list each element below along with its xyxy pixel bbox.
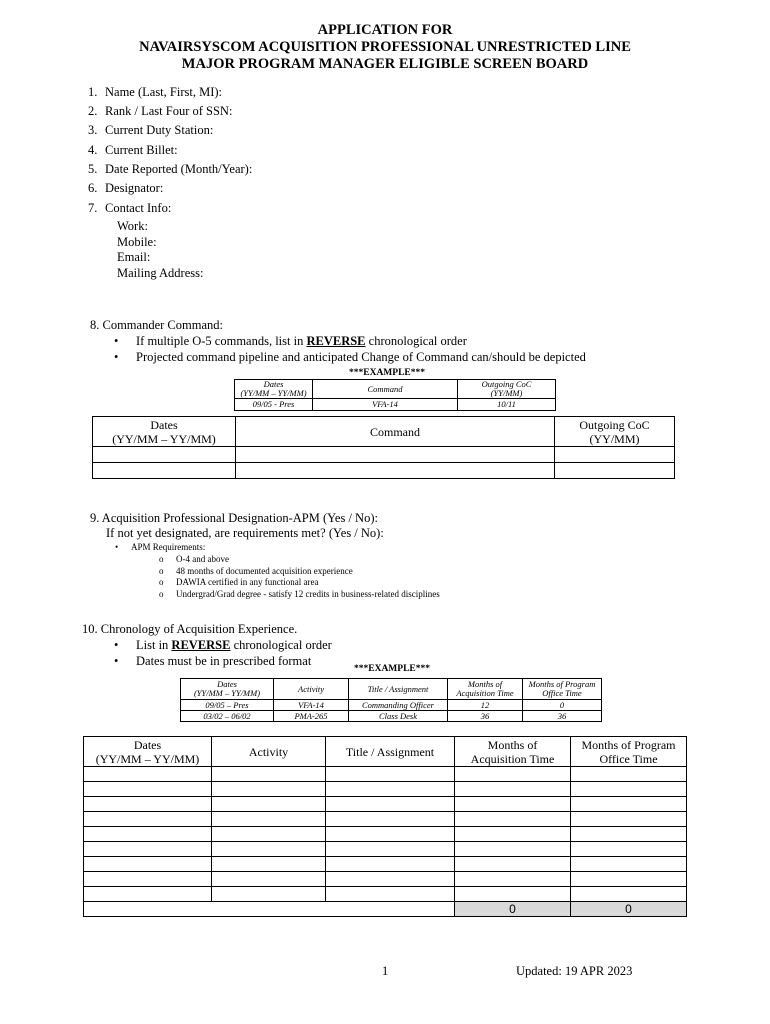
requirement-item: o O-4 and above xyxy=(159,554,229,564)
header-activity: Activity xyxy=(212,737,326,767)
requirement-item: o DAWIA certified in any functional area xyxy=(159,577,319,587)
updated-date: Updated: 19 APR 2023 xyxy=(516,964,633,978)
table-cell[interactable] xyxy=(326,842,455,857)
table-cell[interactable] xyxy=(93,463,236,479)
header-title-assignment: Title / Assignment xyxy=(326,737,455,767)
example-cell: Commanding Officer xyxy=(349,700,448,711)
bullet-icon: • xyxy=(114,334,119,348)
example-header-coc: Outgoing CoC (YY/MM) xyxy=(458,380,556,399)
section-8-bullet-1: • If multiple O-5 commands, list in REVERSE chronological order xyxy=(114,334,467,348)
example-cell: 09/05 – Pres xyxy=(181,700,274,711)
table-row xyxy=(84,887,687,902)
example-cell: VFA-14 xyxy=(313,399,458,411)
bullet-icon: • xyxy=(115,542,119,552)
page-number: 1 xyxy=(382,964,389,978)
section-10-bullet-2: • Dates must be in prescribed format xyxy=(114,654,312,668)
table-cell[interactable] xyxy=(326,887,455,902)
table-cell[interactable] xyxy=(326,872,455,887)
field-date-reported[interactable]: 5. Date Reported (Month/Year): xyxy=(88,162,253,176)
title-line-1: APPLICATION FOR xyxy=(317,22,453,38)
table-cell[interactable] xyxy=(236,447,555,463)
table-cell[interactable] xyxy=(326,767,455,782)
page-title xyxy=(0,22,770,73)
section-8-bullet-2: • Projected command pipeline and anticipated Change of Command can/should be depicted xyxy=(114,350,586,364)
circle-bullet-icon: o xyxy=(159,577,164,587)
example-cell: PMA-265 xyxy=(274,711,349,722)
example-cell: 0 xyxy=(523,700,602,711)
example-header-acq-time: Months of Acquisition Time xyxy=(448,679,523,700)
table-cell[interactable] xyxy=(212,887,326,902)
section-10-heading: 10. Chronology of Acquisition Experience. xyxy=(82,622,298,636)
table-cell[interactable] xyxy=(84,782,212,797)
table-cell[interactable] xyxy=(212,857,326,872)
requirement-item: o 48 months of documented acquisition experience xyxy=(159,566,353,576)
table-cell[interactable] xyxy=(555,463,675,479)
table-row xyxy=(84,857,687,872)
table-cell[interactable] xyxy=(455,767,571,782)
table-cell[interactable] xyxy=(84,767,212,782)
table-cell[interactable] xyxy=(212,797,326,812)
example-cell: 03/02 – 06/02 xyxy=(181,711,274,722)
contact-mobile[interactable]: Mobile: xyxy=(117,234,157,249)
field-current-billet[interactable]: 4. Current Billet: xyxy=(88,143,178,157)
table-cell[interactable] xyxy=(571,872,687,887)
field-designator[interactable]: 6. Designator: xyxy=(88,181,164,195)
section-8-heading: 8. Commander Command: xyxy=(90,318,223,332)
header-dates: Dates (YY/MM – YY/MM) xyxy=(84,737,212,767)
table-cell[interactable] xyxy=(455,842,571,857)
total-acquisition-time: 0 xyxy=(455,902,571,917)
table-row xyxy=(84,767,687,782)
table-cell[interactable] xyxy=(212,782,326,797)
table-cell[interactable] xyxy=(212,827,326,842)
table-cell[interactable] xyxy=(571,887,687,902)
example-header-title: Title / Assignment xyxy=(349,679,448,700)
example-cell: 36 xyxy=(448,711,523,722)
circle-bullet-icon: o xyxy=(159,589,164,599)
example-cell: VFA-14 xyxy=(274,700,349,711)
section-10-bullet-1: • List in REVERSE chronological order xyxy=(114,638,332,652)
table-cell[interactable] xyxy=(212,842,326,857)
example-header-po-time: Months of Program Office Time xyxy=(523,679,602,700)
table-cell[interactable] xyxy=(455,857,571,872)
requirement-item: o Undergrad/Grad degree - satisfy 12 credits in business-related disciplines xyxy=(159,589,440,599)
contact-mailing-address[interactable]: Mailing Address: xyxy=(117,265,204,280)
table-cell[interactable] xyxy=(571,812,687,827)
table-cell[interactable] xyxy=(84,797,212,812)
table-cell[interactable] xyxy=(571,782,687,797)
contact-email[interactable]: Email: xyxy=(117,250,151,264)
example-cell: Class Desk xyxy=(349,711,448,722)
section-9-line-1: 9. Acquisition Professional Designation-APM (Yes / No): xyxy=(90,511,378,525)
table-row xyxy=(84,797,687,812)
table-row xyxy=(84,812,687,827)
table-cell[interactable] xyxy=(84,827,212,842)
table-row xyxy=(84,782,687,797)
example-cell: 09/05 - Pres xyxy=(235,399,313,411)
example-label: ***EXAMPLE*** xyxy=(354,664,430,674)
table-cell[interactable] xyxy=(571,797,687,812)
title-line-3: MAJOR PROGRAM MANAGER ELIGIBLE SCREEN BOARD xyxy=(181,56,589,72)
bullet-icon: • xyxy=(114,350,119,364)
field-rank-ssn[interactable]: 2. Rank / Last Four of SSN: xyxy=(88,104,233,118)
acquisition-example-table xyxy=(180,678,602,722)
total-program-office-time: 0 xyxy=(571,902,687,917)
example-cell: 12 xyxy=(448,700,523,711)
header-dates: Dates (YY/MM – YY/MM) xyxy=(93,417,236,447)
table-cell[interactable] xyxy=(326,812,455,827)
example-header-command: Command xyxy=(313,380,458,399)
field-name[interactable]: 1. Name (Last, First, MI): xyxy=(88,85,222,99)
apm-requirements-heading: • APM Requirements: xyxy=(115,542,206,552)
example-header-activity: Activity xyxy=(274,679,349,700)
table-row xyxy=(84,842,687,857)
section-9-line-2: If not yet designated, are requirements met? (Yes / No): xyxy=(106,526,384,540)
contact-work[interactable]: Work: xyxy=(117,219,148,233)
header-outgoing-coc: Outgoing CoC (YY/MM) xyxy=(555,417,675,447)
table-cell[interactable] xyxy=(326,827,455,842)
table-cell[interactable] xyxy=(236,463,555,479)
field-duty-station[interactable]: 3. Current Duty Station: xyxy=(88,123,214,137)
example-cell: 10/11 xyxy=(458,399,556,411)
table-cell[interactable] xyxy=(326,857,455,872)
example-cell: 36 xyxy=(523,711,602,722)
field-contact-info: 7. Contact Info: xyxy=(88,201,172,215)
example-label: ***EXAMPLE*** xyxy=(349,368,425,378)
command-table xyxy=(92,416,675,479)
totals-row xyxy=(84,902,687,917)
table-cell[interactable] xyxy=(571,827,687,842)
contact-info-block xyxy=(117,219,203,281)
table-cell[interactable] xyxy=(555,447,675,463)
table-cell[interactable] xyxy=(571,842,687,857)
table-cell[interactable] xyxy=(571,857,687,872)
table-cell[interactable] xyxy=(571,767,687,782)
table-cell[interactable] xyxy=(455,782,571,797)
example-header-dates: Dates (YY/MM – YY/MM) xyxy=(235,380,313,399)
header-command: Command xyxy=(236,417,555,447)
example-header-dates: Dates (YY/MM – YY/MM) xyxy=(181,679,274,700)
table-row xyxy=(84,872,687,887)
table-cell[interactable] xyxy=(455,887,571,902)
title-line-2: NAVAIRSYSCOM ACQUISITION PROFESSIONAL UNRESTRICTED LINE xyxy=(139,39,631,55)
circle-bullet-icon: o xyxy=(159,566,164,576)
table-cell[interactable] xyxy=(212,872,326,887)
table-cell[interactable] xyxy=(455,872,571,887)
bullet-icon: • xyxy=(114,638,119,652)
header-acquisition-time: Months of Acquisition Time xyxy=(455,737,571,767)
circle-bullet-icon: o xyxy=(159,554,164,564)
acquisition-experience-table xyxy=(83,736,687,917)
totals-spacer xyxy=(84,902,455,917)
table-cell[interactable] xyxy=(93,447,236,463)
table-cell[interactable] xyxy=(326,782,455,797)
table-cell[interactable] xyxy=(84,842,212,857)
table-cell[interactable] xyxy=(212,812,326,827)
table-cell[interactable] xyxy=(84,887,212,902)
table-cell[interactable] xyxy=(84,857,212,872)
command-example-table xyxy=(234,379,556,411)
table-cell[interactable] xyxy=(455,812,571,827)
table-cell[interactable] xyxy=(326,797,455,812)
table-cell[interactable] xyxy=(84,812,212,827)
table-cell[interactable] xyxy=(212,767,326,782)
table-cell[interactable] xyxy=(84,872,212,887)
table-row xyxy=(84,827,687,842)
header-program-office-time: Months of Program Office Time xyxy=(571,737,687,767)
table-cell[interactable] xyxy=(455,797,571,812)
bullet-icon: • xyxy=(114,654,119,668)
table-cell[interactable] xyxy=(455,827,571,842)
